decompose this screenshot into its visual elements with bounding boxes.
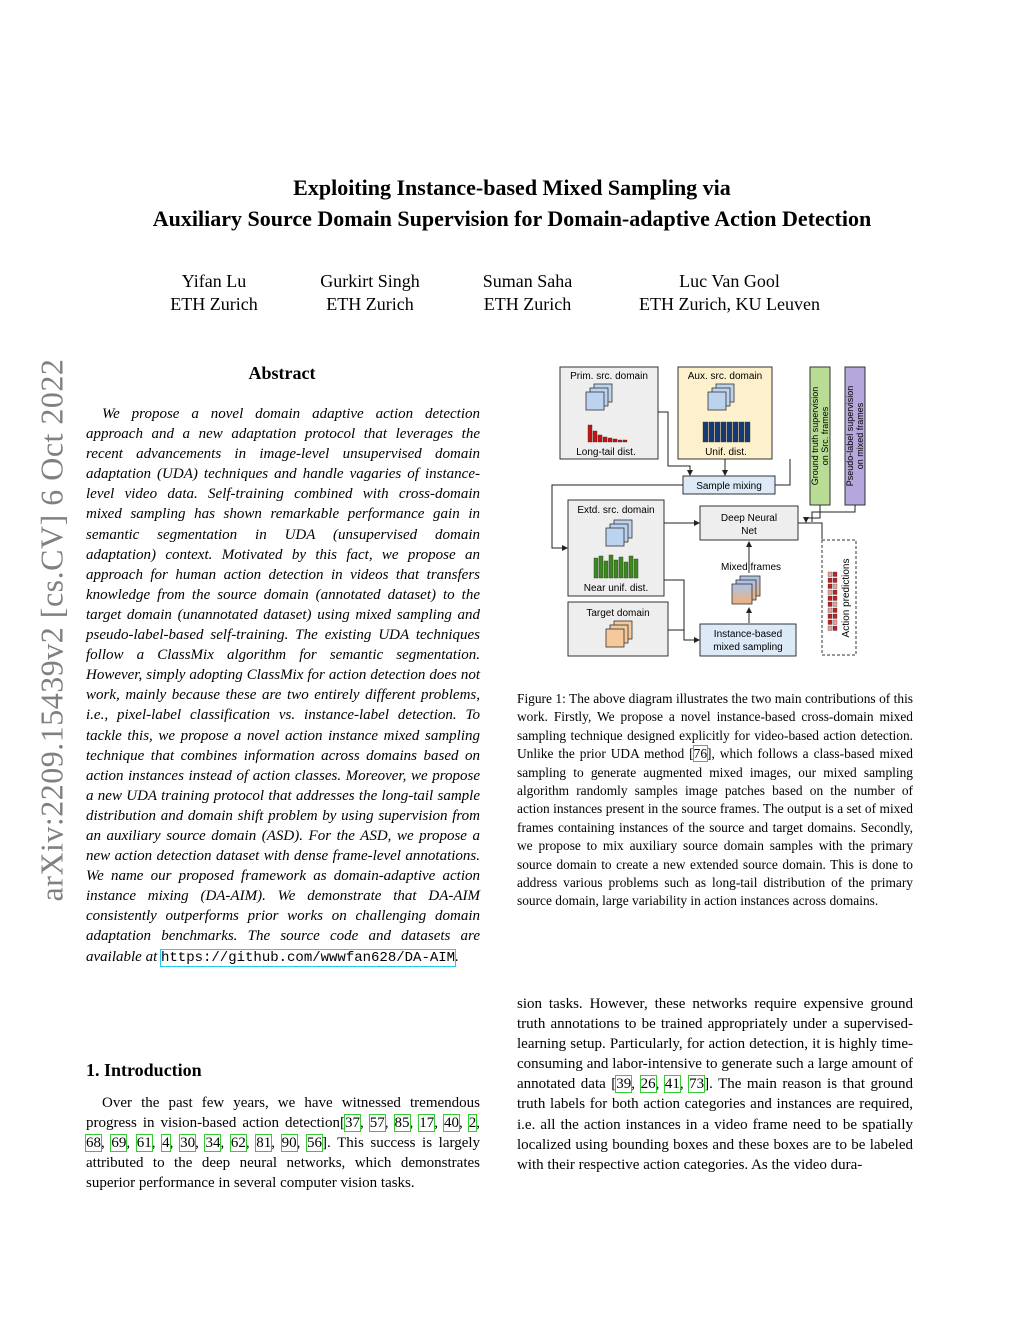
citation-link[interactable]: 61 — [136, 1135, 152, 1152]
code-link[interactable]: https://github.com/wwwfan628/DA-AIM — [161, 949, 456, 966]
citation-link[interactable]: 73 — [689, 1076, 705, 1093]
figure-1-caption: Figure 1: The above diagram illustrates the two main contributions of this work. Firstly, We propose a novel instance-based cross-domain mixed sampling technique designed explicitly for video-based action detection. Unlike the prior UDA method [76], which follows a class-based mixed sampling to generate augmented mixed images, our mixed sampling algorithm randomly samples image patches based on the number of action instances present in the source frames. The output is a set of mixed frames containing instances of the source and target domains. Secondly, we propose to mix auxiliary source domain samples with the primary source domain to create a new extended source domain. This is done to address various problems such as long-tail distribution of the primary source domain, large variability in action instances across domains. — [517, 691, 914, 909]
histogram-bar — [588, 425, 592, 442]
extd-src-frames-icon — [606, 520, 632, 546]
citation-link[interactable]: 76 — [693, 746, 708, 762]
prediction-cell — [828, 578, 832, 583]
near-unif-label: Near unif. dist. — [583, 583, 649, 594]
intro-citation-list: 37, 57, 85, 17, 40, 2, 68, 69, 61, 4, 30, 34, 62, 81, 90, 56 — [86, 1115, 481, 1152]
citation-link[interactable]: 81 — [256, 1135, 272, 1152]
author-block — [622, 270, 837, 316]
prediction-cell — [828, 626, 832, 631]
prediction-cell — [833, 572, 837, 577]
citation-link[interactable]: 30 — [180, 1135, 196, 1152]
inst-mix-label-1: Instance-based — [713, 629, 783, 640]
histogram-bar — [733, 422, 738, 442]
gt-sup-line-1: Ground truth supervision — [810, 386, 820, 486]
citation-link[interactable]: 57 — [369, 1115, 385, 1132]
dnn-label-1: Deep Neural — [720, 513, 778, 524]
prediction-cell — [833, 596, 837, 601]
citation-link[interactable]: 69 — [111, 1135, 127, 1152]
prediction-cell — [833, 614, 837, 619]
citation-link[interactable]: 4 — [162, 1135, 170, 1152]
prediction-cell — [828, 596, 832, 601]
prediction-cell — [828, 608, 832, 613]
prediction-cell — [828, 614, 832, 619]
right-citation-list: 39, 26, 41, 73 — [616, 1076, 705, 1093]
paper-title — [0, 172, 1024, 234]
inst-mix-label-2: mixed sampling — [713, 642, 783, 653]
histogram-bar — [629, 556, 633, 578]
histogram-bar — [715, 422, 720, 442]
title-line-2: Auxiliary Source Domain Supervision for Domain-adaptive Action Detection — [152, 206, 872, 231]
gt-sup-line-2: on Src. frames — [820, 406, 830, 466]
mixed-frames-icon — [732, 576, 760, 604]
citation-link[interactable]: 56 — [307, 1135, 323, 1152]
caption-label: Figure 1: — [517, 691, 566, 706]
histogram-bar — [624, 562, 628, 578]
histogram-bar — [608, 438, 612, 442]
citation-link[interactable]: 39 — [616, 1076, 632, 1093]
section-heading-introduction: 1. Introduction — [86, 1060, 202, 1080]
author-name: Gurkirt Singh — [320, 271, 420, 291]
caption-text-after: , which follows a class-based mixed sampling to generate augmented mixed images, our mixed sampling algorithm randomly samples image patches based on the number of action instances present in the source frames. The output is a set of mixed frames containing instances of the source and target domains. Secondly, we propose to mix auxiliary source domain samples with the primary source domain to create a new extended source domain. This is done to address various problems such as long-tail distribution of the primary source domain, large variability in action instances across domains. — [517, 746, 913, 909]
author-affiliation: ETH Zurich — [483, 294, 572, 314]
long-tail-label: Long-tail dist. — [576, 447, 636, 458]
prediction-cell — [833, 620, 837, 625]
histogram-bar — [634, 559, 638, 578]
prediction-cell — [833, 608, 837, 613]
citation-link[interactable]: 17 — [419, 1115, 435, 1132]
histogram-bar — [609, 555, 613, 578]
prim-src-label: Prim. src. domain — [570, 371, 648, 382]
caption-text: The above diagram illustrates the two main contributions of this work. Firstly, We propose a novel instance-based cross-domain mixed sampling technique designed explicitly for video-based action detection. Unlike the prior UDA method — [517, 691, 914, 762]
right-column-paragraph — [517, 994, 913, 1175]
prediction-cell — [833, 584, 837, 589]
citation-link[interactable]: 85 — [394, 1115, 410, 1132]
histogram-bar — [604, 561, 608, 578]
author-affiliation: ETH Zurich, KU Leuven — [639, 294, 820, 314]
pl-sup-line-1: Pseudo-label supervision — [845, 385, 855, 487]
intro-text-after: . This success is largely attributed to the deep neural networks, which demonstrates superior performance in several computer vision tasks. — [86, 1135, 481, 1192]
figure-1-diagram — [550, 362, 890, 662]
histogram-bar — [745, 422, 750, 442]
abstract-heading: Abstract — [248, 363, 316, 383]
abstract-text: We propose a novel domain adaptive action detection approach and a new adaptation protocol that leverages the recent advancements in image-level unsupervised domain adaptation (UDA) techniques and handle vagaries of instance-level video data. Self-training combined with cross-domain mixed sampling has shown remarkable performance gain in semantic segmentation in UDA (unsupervised domain adaptation) context. Motivated by this fact, we propose an approach for human action detection in videos that transfers knowledge from the source domain (annotated dataset) to the target domain (unannotated dataset) using mixed sampling and pseudo-label-based self-training. The existing UDA techniques follow a ClassMix algorithm for semantic segmentation. However, simply adopting ClassMix for action detection does not work, mainly because these are two entirely different problems, i.e., pixel-label classification vs. instance-label detection. To tackle this, we propose a novel action instance mixed sampling technique that combines information across domains based on action instances instead of action classes. Moreover, we propose a new UDA training protocol that addresses the long-tail sample distribution and domain shift problem by using supervision from an auxiliary source domain (ASD). For the ASD, we propose a new action detection dataset with dense frame-level annotations. We name our proposed framework as domain-adaptive action instance mixing (DA-AIM). We demonstrate that DA-AIM consistently outperforms prior works on challenging domain adaptation benchmarks. The source code and datasets are available at — [86, 406, 480, 965]
histogram-bar — [727, 422, 732, 442]
prim-src-frames-icon — [586, 384, 612, 410]
prediction-cell — [833, 590, 837, 595]
prediction-cell — [833, 578, 837, 583]
prediction-cell — [828, 590, 832, 595]
histogram-bar — [619, 557, 623, 578]
abstract-body — [86, 404, 480, 968]
right-text: sion tasks. However, these networks require expensive ground truth annotations to be trained appropriately under a supervised-learning setup. Particularly, for action detection, it is highly time-consuming and labor-intensive to generate such a large amount of annotated data [ — [517, 996, 913, 1093]
author-affiliation: ETH Zurich — [170, 294, 258, 314]
citation-link[interactable]: 2 — [468, 1115, 477, 1132]
citation-link[interactable]: 34 — [205, 1135, 221, 1152]
author-name: Suman Saha — [482, 271, 573, 291]
histogram-bar — [614, 560, 618, 578]
intro-text: Over the past few years, we have witnessed tremendous progress in vision-based action detection — [86, 1095, 480, 1132]
action-pred-label: Action predictions — [841, 558, 852, 638]
histogram-bar — [709, 422, 714, 442]
citation-link[interactable]: 90 — [281, 1135, 297, 1152]
aux-src-label: Aux. src. domain — [687, 371, 763, 382]
citation-link[interactable]: 41 — [664, 1076, 680, 1093]
histogram-bar — [593, 431, 597, 442]
citation-link[interactable]: 26 — [640, 1076, 656, 1093]
citation-link[interactable]: 62 — [230, 1135, 246, 1152]
title-line-1: Exploiting Instance-based Mixed Sampling via — [293, 175, 731, 200]
author-name: Luc Van Gool — [679, 271, 780, 291]
target-frames-icon — [606, 621, 632, 647]
histogram-bar — [623, 440, 627, 442]
target-label: Target domain — [586, 608, 650, 619]
prediction-cell — [828, 572, 832, 577]
extd-src-label: Extd. src. domain — [577, 505, 655, 516]
author-block — [305, 270, 435, 316]
histogram-bar — [598, 435, 602, 442]
prediction-cell — [828, 620, 832, 625]
author-affiliation: ETH Zurich — [326, 294, 414, 314]
citation-link[interactable]: 40 — [444, 1115, 460, 1132]
histogram-bar — [618, 440, 622, 442]
intro-paragraph: Over the past few years, we have witnessed tremendous progress in vision-based action detection[37, 57, 85, 17, 40, 2, 68, 69, 61, 4, 30, 34, 62, 81, 90, 56]. This success is largely attributed to the deep neural networks, which demonstrates superior performance in several computer vision tasks. — [86, 1095, 481, 1192]
author-block — [154, 270, 274, 316]
unif-label: Unif. dist. — [705, 447, 747, 458]
prediction-cell — [833, 602, 837, 607]
citation-link[interactable]: 68 — [86, 1135, 101, 1152]
histogram-bar — [613, 439, 617, 442]
author-block — [465, 270, 590, 316]
citation-link[interactable]: 37 — [344, 1115, 360, 1132]
arxiv-identifier: arXiv:2209.15439v2 [cs.CV] 6 Oct 2022 — [33, 358, 70, 902]
dnn-label-2: Net — [741, 526, 757, 537]
aux-src-frames-icon — [708, 384, 734, 410]
histogram-bar — [594, 558, 598, 578]
right-text-after: ]. The main reason is that ground truth labels for both action categories and instances are required, i.e. all the action instances in a video frame need to be spatially localized using bounding boxes and these boxes are to be labeled with their respective action categories. As the video dura- — [517, 1076, 914, 1173]
histogram-bar — [703, 422, 708, 442]
histogram-bar — [603, 437, 607, 442]
prediction-grid — [828, 572, 837, 631]
mixed-frames-label: Mixed frames — [720, 562, 782, 573]
prediction-cell — [828, 584, 832, 589]
prediction-cell — [833, 626, 837, 631]
abstract-end: . — [455, 948, 459, 965]
histogram-bar — [739, 422, 744, 442]
histogram-bar — [721, 422, 726, 442]
pl-sup-line-2: on mixed frames — [855, 402, 865, 470]
histogram-bar — [599, 556, 603, 578]
author-name: Yifan Lu — [181, 271, 247, 291]
prediction-cell — [828, 602, 832, 607]
sample-mixing-label: Sample mixing — [696, 481, 762, 492]
